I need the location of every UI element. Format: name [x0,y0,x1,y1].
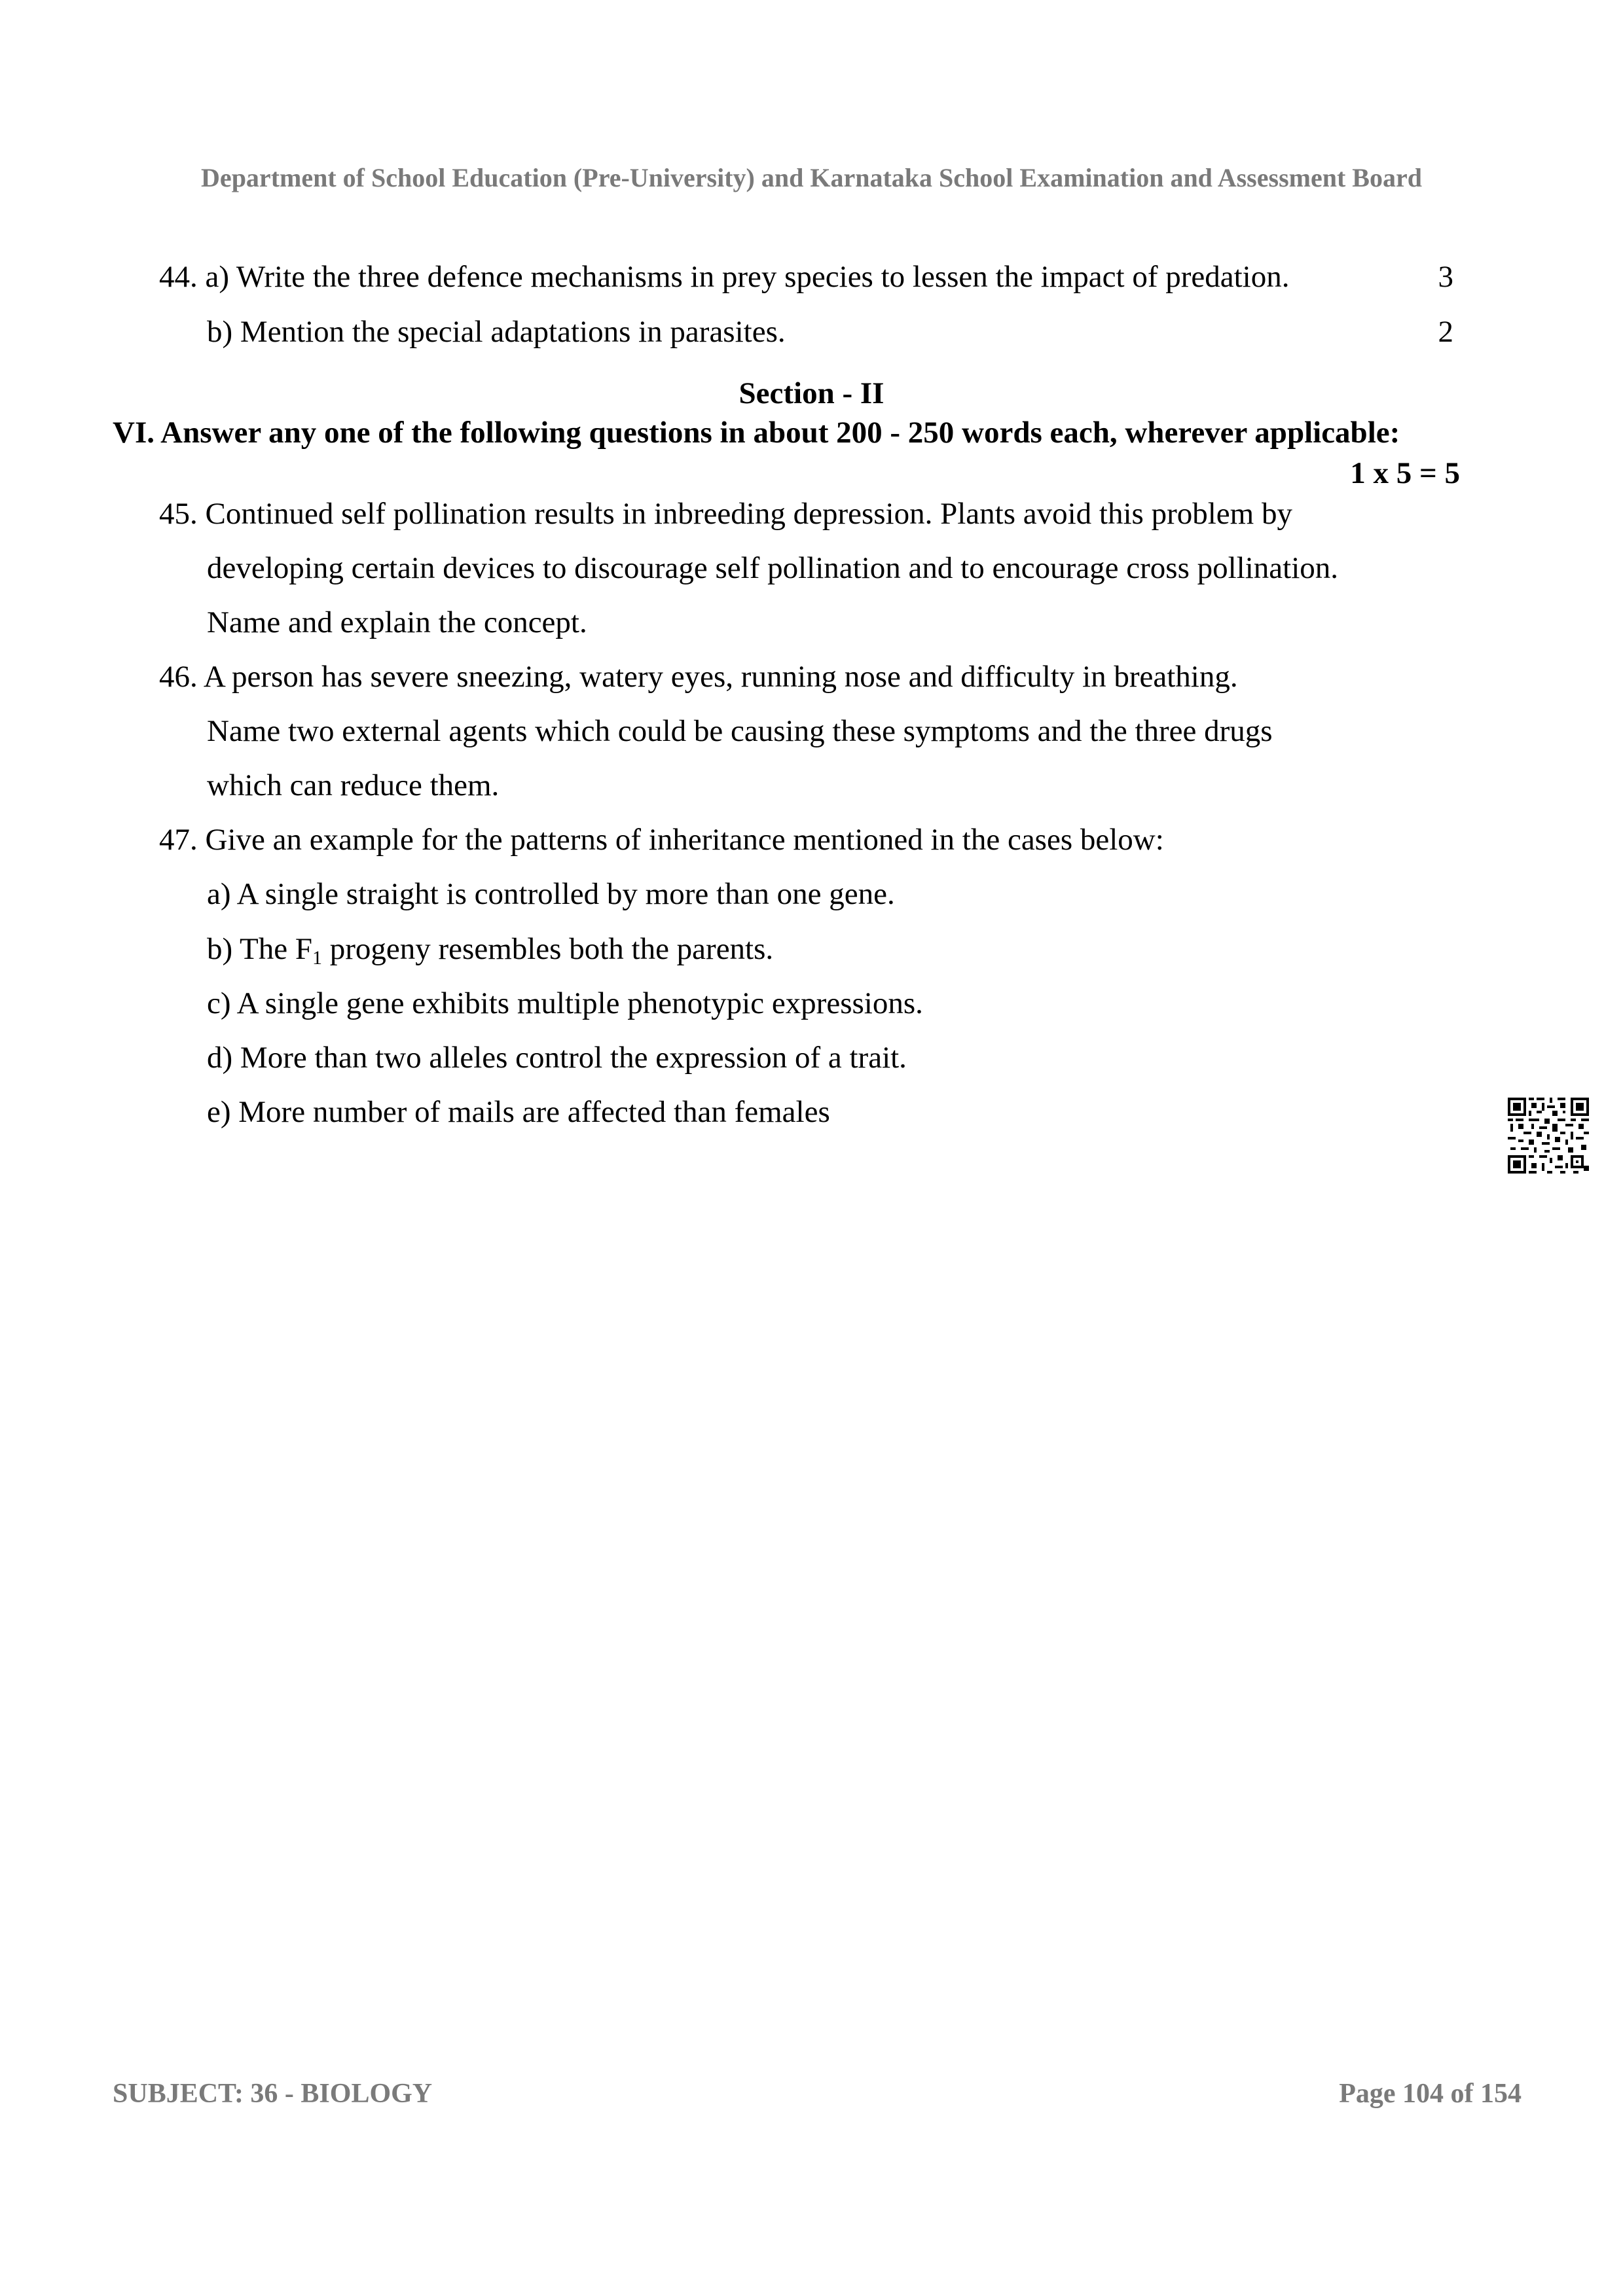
q46-line-2: Name two external agents which could be causing these symptoms and the three drugs [207,714,1273,748]
marks-scheme: 1 x 5 = 5 [1350,456,1460,490]
q44-b-marks: 2 [1438,315,1453,349]
q45-line-2: developing certain devices to discourage self pollination and to encourage cross pollination. [207,551,1339,585]
q47-option-a: a) A single straight is controlled by more than one gene. [207,877,895,911]
q47-option-b-pre: b) The F [207,932,313,966]
footer-subject: SUBJECT: 36 - BIOLOGY [113,2079,433,2109]
section-instruction: VI. Answer any one of the following questions in about 200 - 250 words each, wherever applicable: [113,416,1400,450]
q46-line-1: 46. A person has severe sneezing, watery eyes, running nose and difficulty in breathing. [159,660,1238,694]
qr-code-icon[interactable] [1508,1097,1589,1174]
page-header: Department of School Education (Pre-University) and Karnataka School Examination and Assessment Board [201,163,1422,192]
q47-stem: 47. Give an example for the patterns of inheritance mentioned in the cases below: [159,823,1164,857]
q47-option-c: c) A single gene exhibits multiple phenotypic expressions. [207,986,923,1020]
q44-a-text: 44. a) Write the three defence mechanisms in prey species to lessen the impact of predation. [159,260,1290,294]
q47-option-d: d) More than two alleles control the expression of a trait. [207,1041,907,1075]
q46-line-3: which can reduce them. [207,768,500,802]
q44-a-marks: 3 [1438,260,1453,294]
q45-line-3: Name and explain the concept. [207,605,587,639]
q45-line-1: 45. Continued self pollination results in inbreeding depression. Plants avoid this problem by [159,497,1292,531]
q47-option-b-post: progeny resembles both the parents. [322,932,774,966]
section-title: Section - II [739,376,884,410]
q44-b-text: b) Mention the special adaptations in parasites. [207,315,786,349]
footer-page-number: Page 104 of 154 [1339,2079,1522,2109]
q47-option-b [207,932,774,969]
q47-option-e: e) More number of mails are affected than females [207,1095,830,1129]
q47-option-b-subscript: 1 [312,947,323,969]
